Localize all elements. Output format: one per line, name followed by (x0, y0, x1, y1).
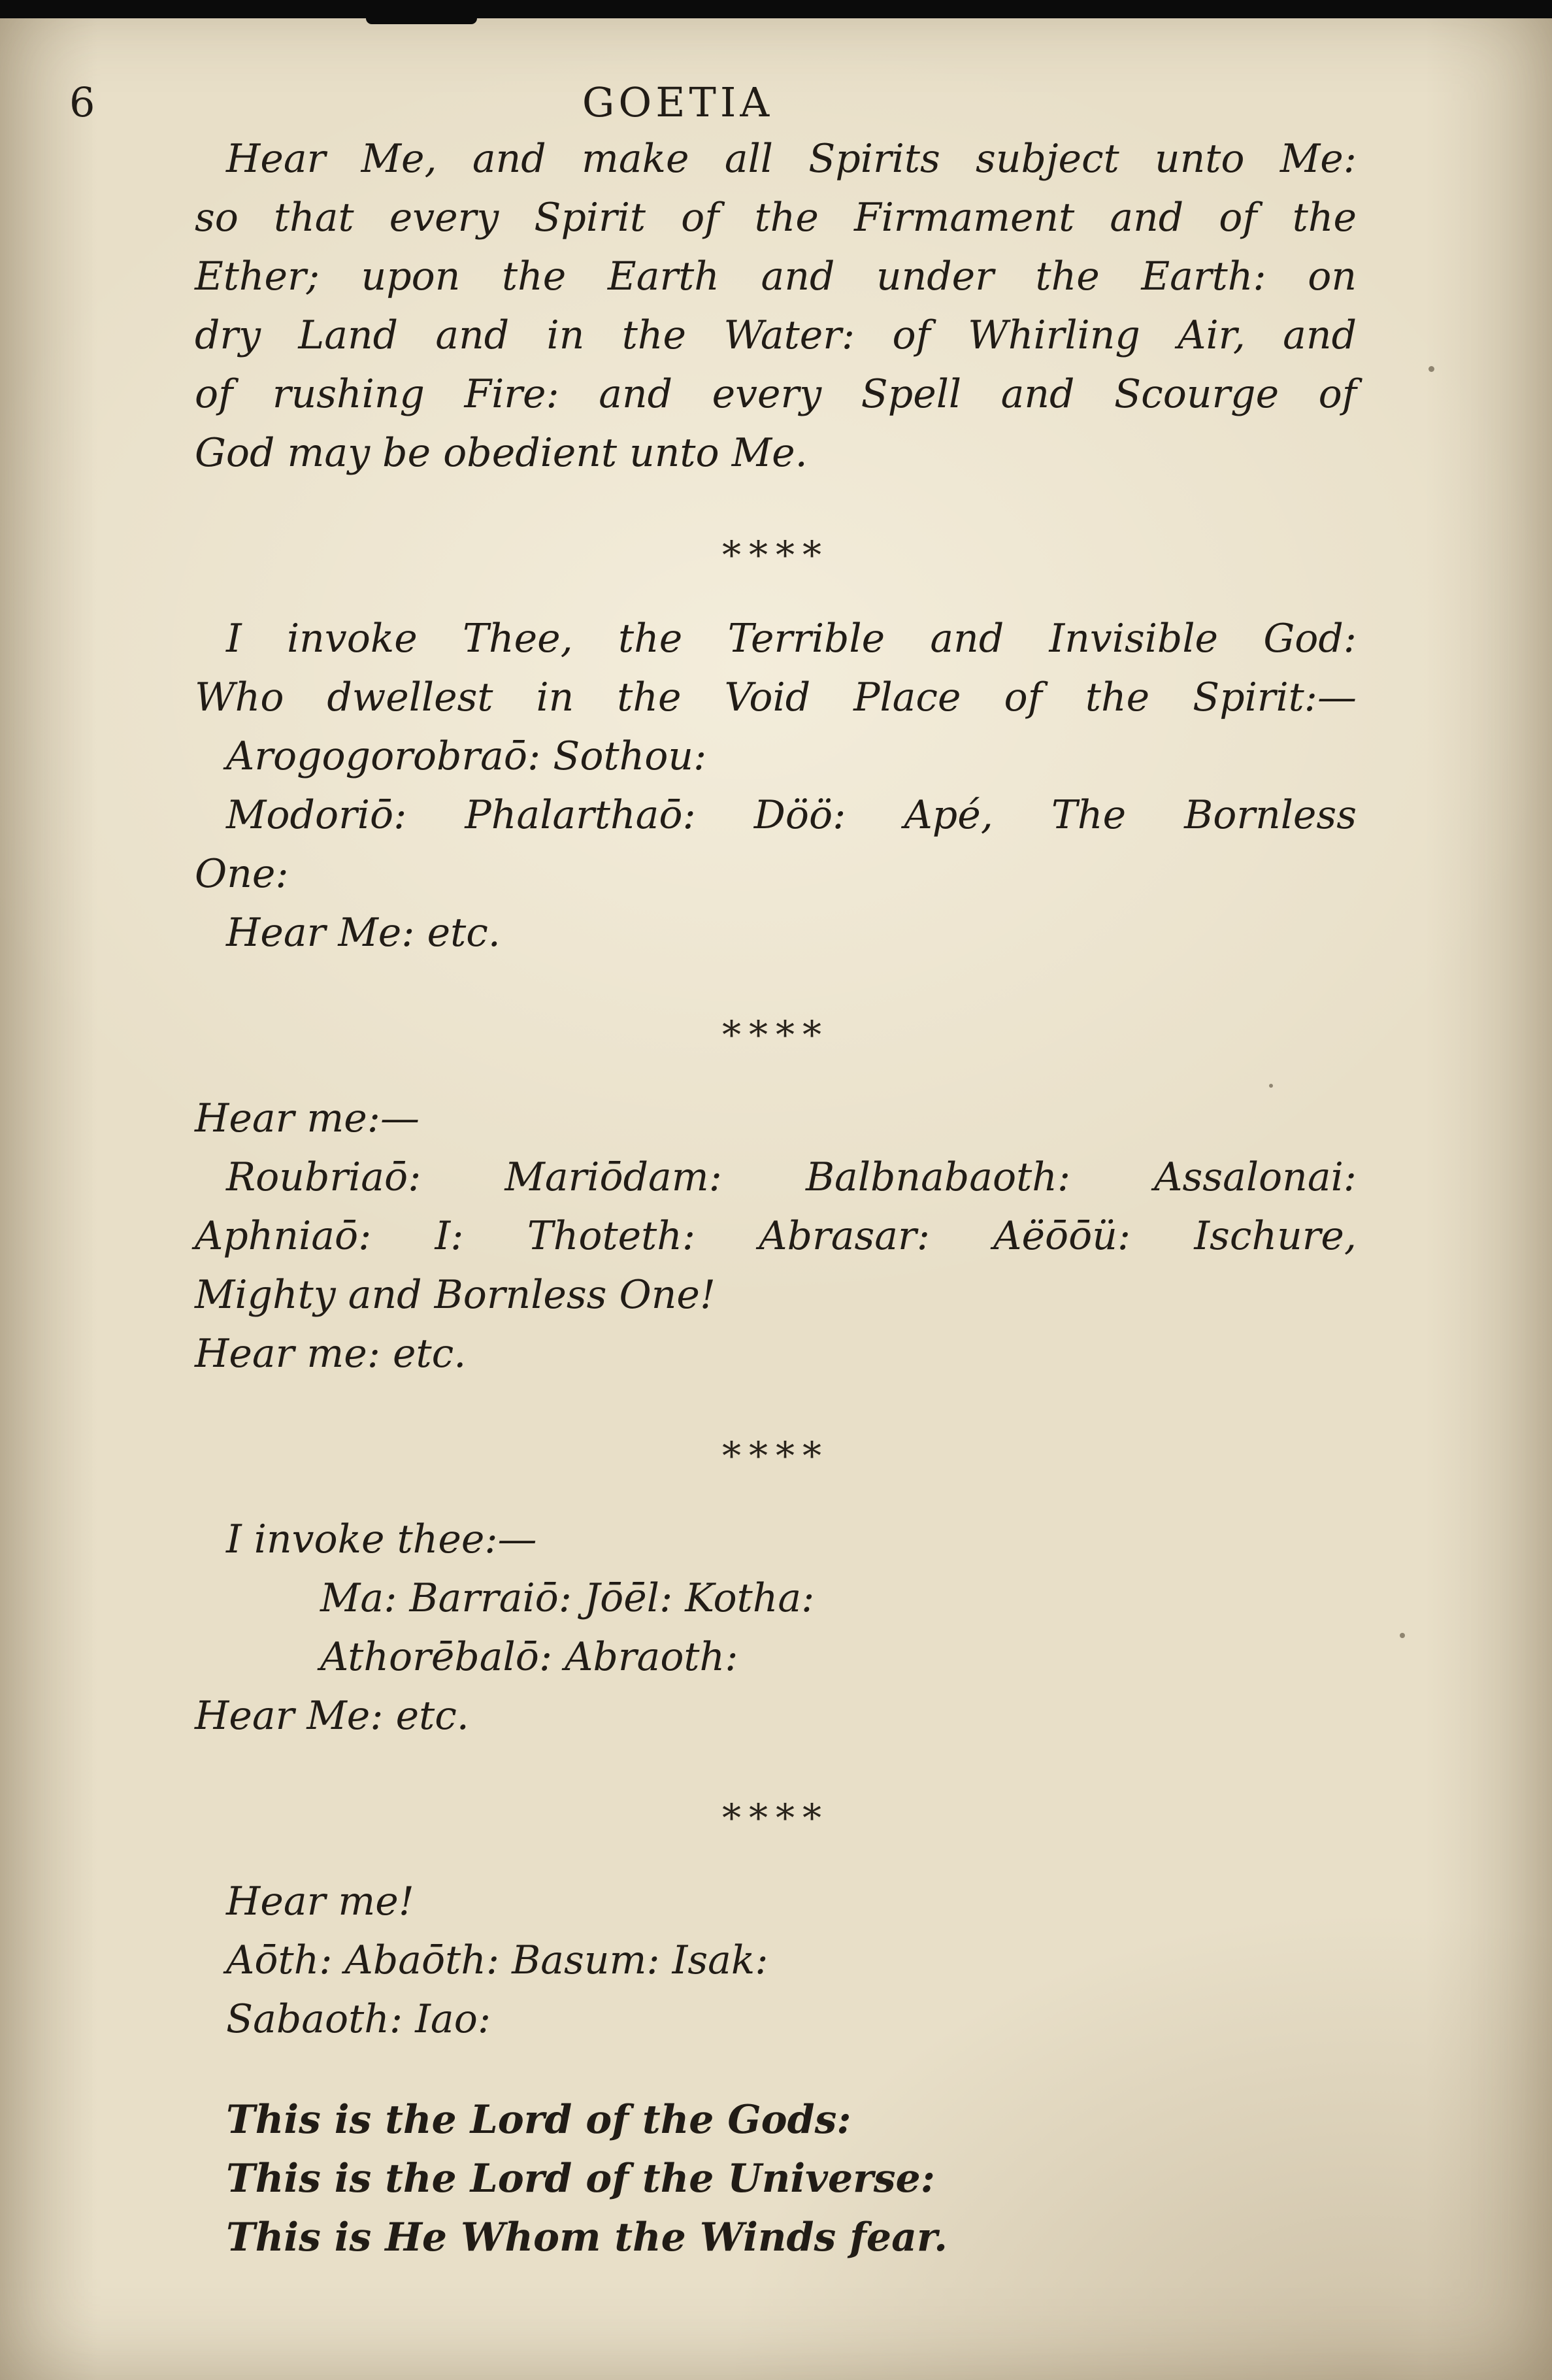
text-line: of rushing Fire: and every Spell and Scourge of (195, 371, 1357, 417)
scan-speck (1428, 366, 1434, 372)
section-separator (195, 996, 1357, 1055)
scan-speck (1400, 1633, 1405, 1638)
section-separator (195, 1417, 1357, 1476)
text-line: dry Land and in the Water: of Whirling Air, and (195, 312, 1357, 358)
section-gap (195, 2049, 1357, 2090)
section-lord-of-the-gods (195, 2090, 1357, 2267)
text-line: Athorēbalō: Abraoth: (320, 1634, 738, 1680)
text-line: This is the Lord of the Gods: (226, 2097, 851, 2143)
section-separator (195, 516, 1357, 575)
section-hear-me-conjuration (195, 129, 1357, 482)
section-separator (195, 1779, 1357, 1838)
text-line: Who dwellest in the Void Place of the Spirit:— (195, 675, 1357, 720)
text-line: Hear me:— (195, 1096, 420, 1141)
text-block (69, 73, 1357, 2267)
page-title: GOETIA (582, 78, 774, 126)
text-line: Modoriō: Phalarthaō: Döö: Apé, The Bornless (226, 792, 1357, 838)
text-line: Hear Me: etc. (195, 1693, 469, 1739)
running-head (69, 73, 1357, 126)
text-line: I invoke Thee, the Terrible and Invisible God: (226, 616, 1357, 662)
text-line: Sabaoth: Iao: (226, 1996, 491, 2042)
text-line: Aphniaō: I: Thoteth: Abrasar: Aëōōü: Ischure, (195, 1213, 1357, 1259)
asterisk-separator: **** (722, 1433, 829, 1478)
text-line: Hear me: etc. (195, 1331, 467, 1377)
text-line: Aōth: Abaōth: Basum: Isak: (226, 1937, 768, 1983)
section-hear-me-roubriao (195, 1089, 1357, 1383)
scan-edge-top (0, 0, 1552, 18)
asterisk-separator: **** (722, 533, 829, 577)
text-line: Roubriaō: Mariōdam: Balbnabaoth: Assalonai: (226, 1154, 1357, 1200)
text-line: One: (195, 851, 289, 897)
text-line: Arogogorobraō: Sothou: (226, 733, 707, 779)
text-line: This is the Lord of the Universe: (226, 2156, 935, 2202)
text-line: Ma: Barraiō: Jōēl: Kotha: (320, 1575, 815, 1621)
text-line: Mighty and Bornless One! (195, 1272, 716, 1318)
section-invoke-terrible-invisible-god (195, 609, 1357, 962)
text-line: Hear Me: etc. (226, 910, 501, 956)
asterisk-separator: **** (722, 1013, 829, 1057)
text-line: so that every Spirit of the Firmament and of the (195, 195, 1357, 241)
section-hear-me-aoth (195, 1872, 1357, 2049)
text-line: Hear me! (226, 1879, 414, 1924)
text-line: Ether; upon the Earth and under the Earth: on (195, 254, 1357, 299)
text-line: I invoke thee:— (226, 1517, 537, 1562)
text-line: Hear Me, and make all Spirits subject unto Me: (226, 136, 1357, 182)
section-invoke-thee-ma-barraio (195, 1510, 1357, 1745)
asterisk-separator: **** (722, 1796, 829, 1840)
text-line: This is He Whom the Winds fear. (226, 2215, 948, 2260)
text-line: God may be obedient unto Me. (195, 430, 808, 476)
page-number: 6 (69, 78, 95, 126)
